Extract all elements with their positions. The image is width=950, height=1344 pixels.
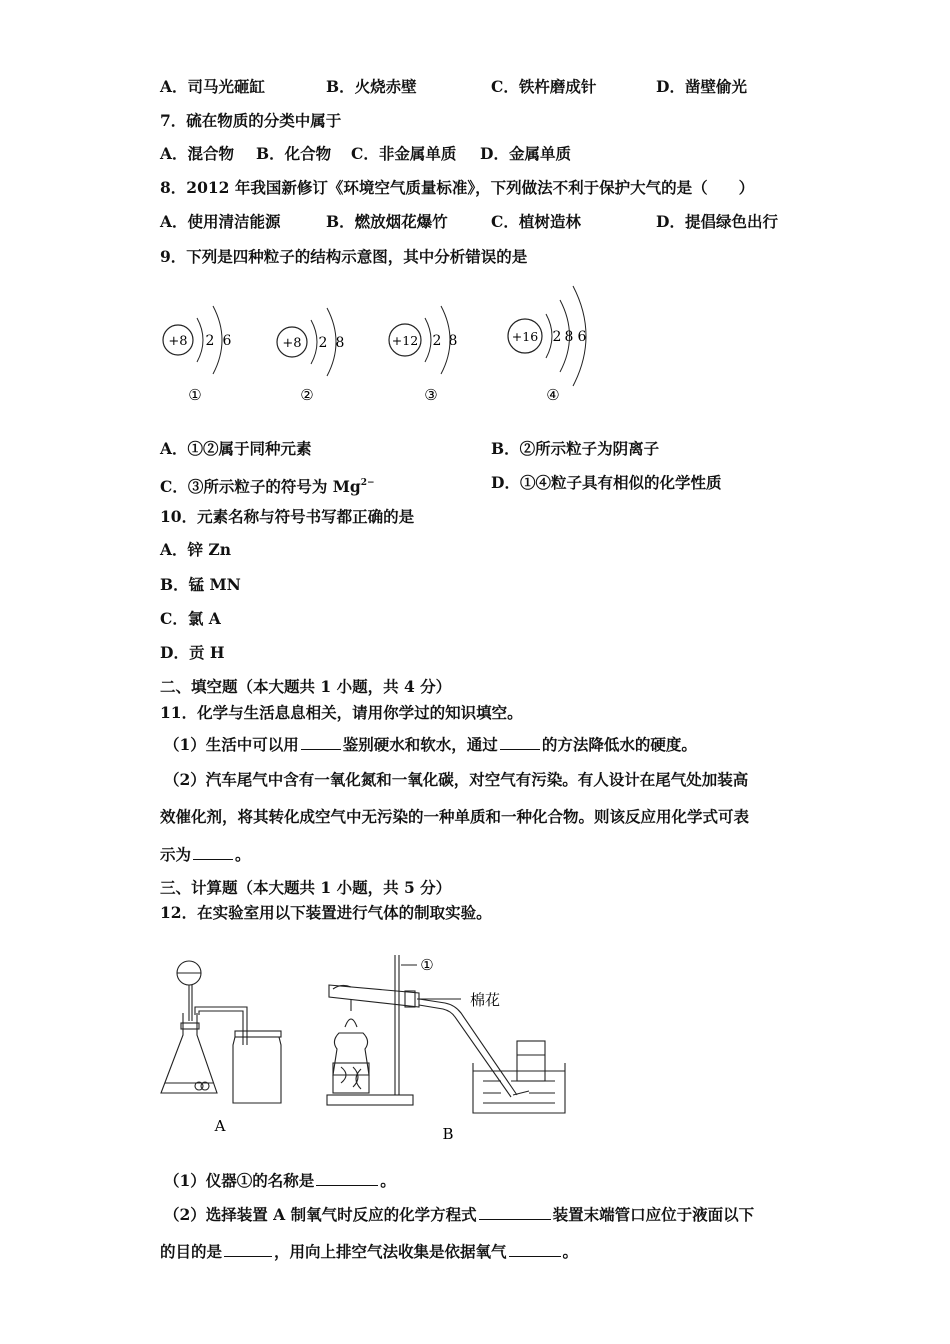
q9-option-a: A．①②属于同种元素 [160, 439, 312, 458]
apparatus-b-label: B [442, 1125, 454, 1143]
q7-option-d: D．金属单质 [480, 144, 571, 163]
q10-option-d: D．贡 H [160, 643, 225, 662]
q7-stem: 7．硫在物质的分类中属于 [160, 111, 342, 130]
q10-option-b: B．锰 MN [160, 575, 241, 594]
particle-4-nucleus: +16 [511, 329, 539, 344]
q11-p1-text-c: 的方法降低水的硬度。 [541, 735, 697, 754]
apparatus-a-label: A [214, 1117, 226, 1135]
particle-2 [277, 308, 344, 404]
apparatus-b-label-cotton: 棉花 [469, 991, 501, 1009]
q12-p2-text-c: 的目的是 [160, 1242, 223, 1261]
q9-option-c-charge: 2− [360, 478, 375, 488]
particle-2-shell-1: 2 [318, 335, 328, 351]
particle-4-shell-1: 2 [552, 329, 562, 345]
q12-p2-text-d: ，用向上排空气法收集是依据氧气 [274, 1242, 507, 1261]
q12-part-2-line-2 [160, 1242, 578, 1262]
q12-p2-text-b: 装置末端管口应位于液面以下 [552, 1205, 755, 1224]
q12-part-2-line-1 [164, 1205, 754, 1225]
q12-p2-text-e: 。 [562, 1242, 579, 1261]
particle-1-shell-1: 2 [205, 333, 215, 349]
q6-option-d: D．凿壁偷光 [656, 77, 747, 96]
q10-stem: 10．元素名称与符号书写都正确的是 [160, 507, 415, 526]
q12-p1-text-a: （1）仪器①的名称是 [164, 1171, 315, 1190]
q12-part-1 [164, 1171, 396, 1191]
q7-option-c: C．非金属单质 [351, 144, 457, 163]
particle-3-label: ③ [424, 386, 438, 404]
particle-1-label: ① [188, 386, 202, 404]
q12-stem: 12．在实验室用以下装置进行气体的制取实验。 [160, 903, 492, 922]
q11-stem: 11．化学与生活息息相关，请用你学过的知识填空。 [160, 703, 523, 722]
q11-blank-2[interactable] [500, 735, 540, 750]
particle-4-shell-3: 6 [577, 329, 587, 345]
particle-4-label: ④ [546, 386, 560, 404]
particle-4 [508, 286, 587, 404]
particle-1-shell-2: 6 [222, 333, 232, 349]
q8-option-c: C．植树造林 [491, 212, 581, 231]
q8-option-b: B．燃放烟花爆竹 [326, 212, 448, 231]
section-2-title: 二、填空题（本大题共 1 小题，共 4 分） [160, 677, 452, 696]
q9-stem: 9．下列是四种粒子的结构示意图，其中分析错误的是 [160, 247, 528, 266]
q9-option-d: D．①④粒子具有相似的化学性质 [491, 473, 722, 492]
section-3-title: 三、计算题（本大题共 1 小题，共 5 分） [160, 878, 452, 897]
particle-2-nucleus: +8 [282, 336, 302, 351]
particle-1 [163, 306, 232, 404]
particle-structure-diagrams [155, 280, 615, 410]
q12-blank-2[interactable] [479, 1205, 551, 1220]
particle-2-shell-2: 8 [335, 335, 345, 351]
q12-p1-text-b: 。 [380, 1171, 396, 1190]
q9-option-b: B．②所示粒子为阴离子 [491, 439, 660, 458]
q11-p2-text-a: 示为 [160, 845, 192, 864]
apparatus-b [327, 955, 565, 1113]
q12-blank-3[interactable] [224, 1242, 272, 1257]
apparatus-a [161, 961, 281, 1103]
q11-part-2-line-3 [160, 845, 251, 865]
q8-option-d: D．提倡绿色出行 [656, 212, 778, 231]
lab-apparatus-figure [155, 945, 595, 1145]
q8-stem: 8．2012 年我国新修订《环境空气质量标准》，下列做法不利于保护大气的是（ ） [160, 178, 755, 197]
q9-option-c [160, 473, 375, 497]
q11-part-1 [164, 735, 697, 755]
particle-3-shell-2: 8 [448, 333, 458, 349]
q10-option-c: C．氯 A [160, 609, 221, 628]
particle-3-shell-1: 2 [432, 333, 442, 349]
particle-3-nucleus: +12 [391, 333, 419, 348]
q11-p1-text-a: （1）生活中可以用 [164, 735, 299, 754]
q6-option-b: B．火烧赤壁 [326, 77, 417, 96]
q11-blank-3[interactable] [193, 845, 233, 860]
particle-1-nucleus: +8 [168, 334, 188, 349]
particle-4-shell-2: 8 [564, 329, 574, 345]
apparatus-b-label-circle-1: ① [420, 956, 434, 974]
q11-p2-text-b: 。 [235, 845, 251, 864]
q11-blank-1[interactable] [301, 735, 341, 750]
q8-option-a: A．使用清洁能源 [160, 212, 281, 231]
q12-blank-1[interactable] [316, 1171, 378, 1186]
q11-part-2-line-2: 效催化剂，将其转化成空气中无污染的一种单质和一种化合物。则该反应用化学式可表 [160, 807, 750, 826]
particle-3 [389, 306, 457, 404]
particle-2-label: ② [300, 386, 314, 404]
q11-part-2-line-1: （2）汽车尾气中含有一氧化氮和一氧化碳，对空气有污染。有人设计在尾气处加装高 [164, 770, 749, 789]
q12-blank-4[interactable] [509, 1242, 561, 1257]
q6-option-c: C．铁杵磨成针 [491, 77, 597, 96]
q7-option-a: A．混合物 [160, 144, 235, 163]
q9-option-c-text: C．③所示粒子的符号为 Mg [160, 477, 361, 496]
q6-option-a: A．司马光砸缸 [160, 77, 266, 96]
q11-p1-text-b: 鉴别硬水和软水，通过 [342, 735, 498, 754]
q10-option-a: A．锌 Zn [160, 540, 232, 559]
q12-p2-text-a: （2）选择装置 A 制氧气时反应的化学方程式 [164, 1205, 477, 1224]
q7-option-b: B．化合物 [256, 144, 332, 163]
